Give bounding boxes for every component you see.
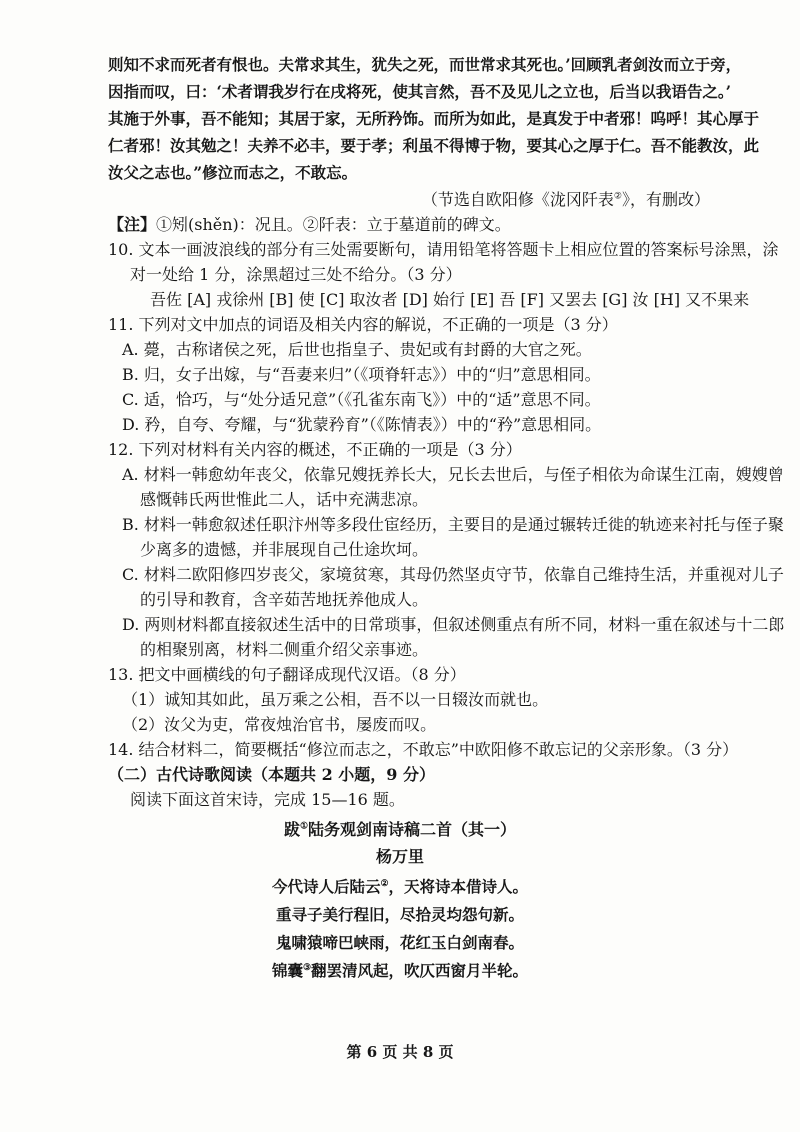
q12-option-b-line-2: 少离多的遗憾，并非展现自己仕途坎坷。 <box>140 540 429 559</box>
q11-option-c: C. 适，恰巧，与“处分适兄意”（《孔雀东南飞》）中的“适”意思不同。 <box>122 390 601 409</box>
note: 【注】①矧(shěn)：况且。②阡表：立于墓道前的碑文。 <box>108 215 511 234</box>
poem-title: 跋①陆务观剑南诗稿二首（其一） <box>283 820 517 839</box>
section-heading: （二）古代诗歌阅读（本题共 2 小题，9 分） <box>108 765 435 784</box>
poem-line-2: 重寻子美行程旧，尽拾灵均怨句新。 <box>275 905 524 924</box>
q12-option-c-line-1: C. 材料二欧阳修四岁丧父，家境贫寒，其母仍然坚贞守节，依靠自己维持生活，并重视对儿子 <box>122 565 784 584</box>
passage-line-1: 则知不求而死者有恨也。夫常求其生，犹失之死，而世常求其死也。’回顾乳者剑汝而立于旁， <box>108 55 742 74</box>
q13-stem: 13. 把文中画横线的句子翻译成现代汉语。（8 分） <box>108 665 466 684</box>
poem-line-1: 今代诗人后陆云②，天将诗本借诗人。 <box>271 877 529 896</box>
passage-source: （节选自欧阳修《泷冈阡表②》，有删改） <box>421 190 710 209</box>
section-intro: 阅读下面这首宋诗，完成 15—16 题。 <box>130 790 405 809</box>
q12-option-a-line-1: A. 材料一韩愈幼年丧父，依靠兄嫂抚养长大，兄长去世后，与侄子相依为命谋生江南，嫂嫂曾 <box>122 465 784 484</box>
q12-option-d-line-2: 的相聚别离，材料二侧重介绍父亲事迹。 <box>140 640 429 659</box>
q12-option-b-line-1: B. 材料一韩愈叙述任职汴州等多段仕宦经历，主要目的是通过辗转迁徙的轨迹来衬托与侄子聚 <box>122 515 784 534</box>
q12-option-c-line-2: 的引导和教育，含辛茹苦地抚养他成人。 <box>140 590 429 609</box>
poem-line-3: 鬼啸猿啼巴峡雨，花红玉白剑南春。 <box>275 933 524 952</box>
q11-option-b: B. 归，女子出嫁，与“吾妻来归”（《项脊轩志》）中的“归”意思相同。 <box>122 365 601 384</box>
q11-stem: 11. 下列对文中加点的词语及相关内容的解说，不正确的一项是（3 分） <box>108 315 618 334</box>
page-number: 第 6 页 共 8 页 <box>346 1043 454 1061</box>
poem-author: 杨万里 <box>375 847 424 866</box>
passage-line-3: 其施于外事，吾不能知；其居于家，无所矜饰。而所为如此，是真发于中者邪！呜呼！其心厚于 <box>108 109 760 128</box>
q10-options: 吾佐 [A] 戎徐州 [B] 使 [C] 取汝者 [D] 始行 [E] 吾 [F] 又罢去 [G] 汝 [H] 又不果来 <box>150 290 750 309</box>
q10-stem-line-2: 对一处给 1 分，涂黑超过三处不给分。（3 分） <box>130 265 462 284</box>
q12-option-a-line-2: 感慨韩氏两世惟此二人，话中充满悲凉。 <box>140 490 429 509</box>
passage-line-4: 仁者邪！汝其勉之！夫养不必丰，要于孝；利虽不得博于物，要其心之厚于仁。吾不能教汝，此 <box>108 136 760 155</box>
poem-line-4: 锦囊③翻罢清风起，吹仄西窗月半轮。 <box>271 961 529 980</box>
passage-line-5: 汝父之志也。”修泣而志之，不敢忘。 <box>108 163 358 182</box>
q11-option-a: A. 薨，古称诸侯之死，后世也指皇子、贵妃或有封爵的大官之死。 <box>122 340 592 359</box>
passage-line-2: 因指而叹，曰：‘术者谓我岁行在戌将死，使其言然，吾不及见儿之立也，后当以我语告之。’ <box>108 82 732 101</box>
q11-option-d: D. 矜，自夸、夸耀，与“犹蒙矜育”（《陈情表》）中的“矜”意思相同。 <box>122 415 602 434</box>
q14-stem: 14. 结合材料二，简要概括“修泣而志之，不敢忘”中欧阳修不敢忘记的父亲形象。（3 分） <box>108 740 739 759</box>
q12-option-d-line-1: D. 两则材料都直接叙述生活中的日常琐事，但叙述侧重点有所不同，材料一重在叙述与十二郎 <box>122 615 785 634</box>
q10-stem-line-1: 10. 文本一画波浪线的部分有三处需要断句，请用铅笔将答题卡上相应位置的答案标号涂黑，涂 <box>108 240 779 259</box>
q13-sentence-1: （1）诚知其如此，虽万乘之公相，吾不以一日辍汝而就也。 <box>122 690 549 709</box>
q12-stem: 12. 下列对材料有关内容的概述，不正确的一项是（3 分） <box>108 440 522 459</box>
q13-sentence-2: （2）汝父为吏，常夜烛治官书，屡废而叹。 <box>122 715 437 734</box>
